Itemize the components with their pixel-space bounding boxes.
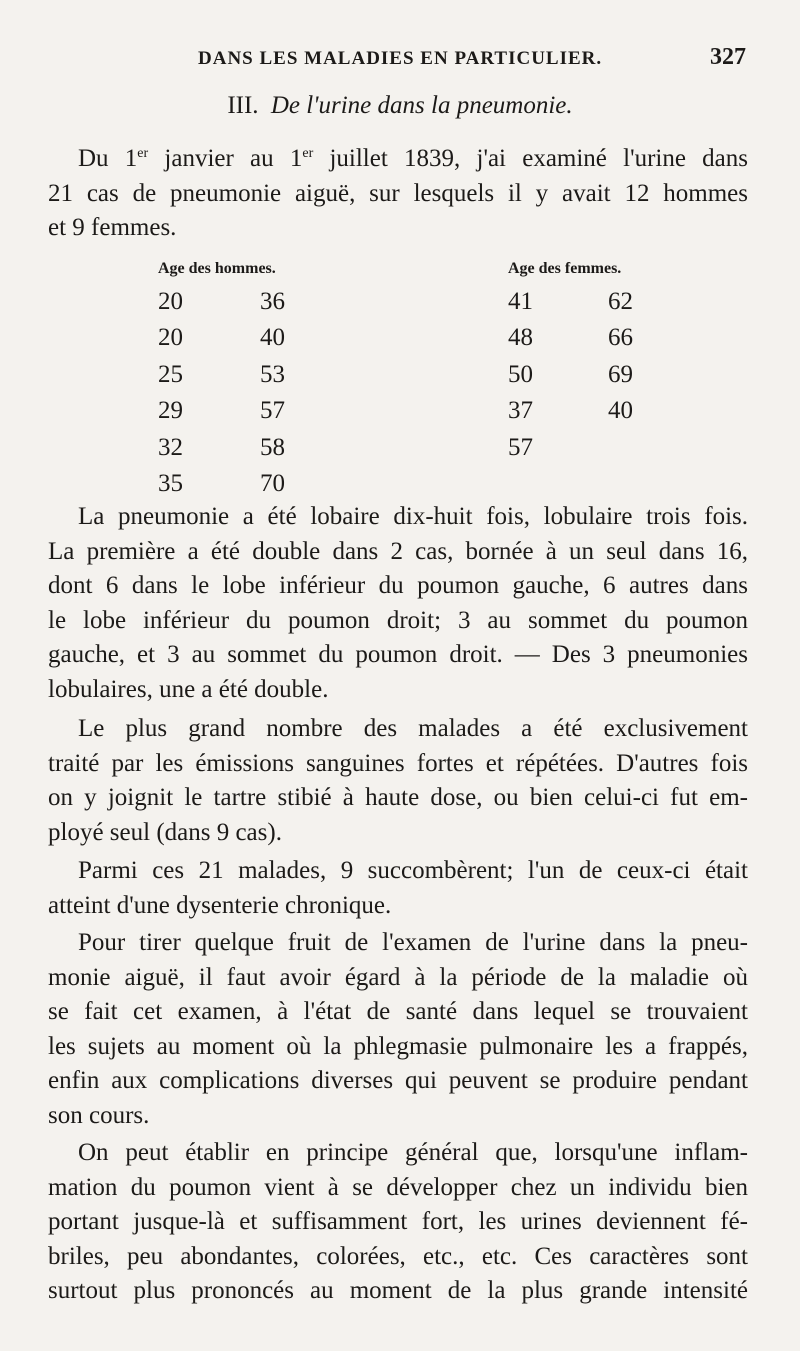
text-line: lobulaires, une a été double.: [48, 675, 329, 703]
running-head: [48, 42, 752, 78]
text-line: mation du poumon vient à se développer chez un individu bien: [48, 1173, 748, 1201]
text-line: Pour tirer quelque fruit de l'examen de l'urine dans la pneu-: [78, 929, 748, 956]
text-line: on y joignit le tartre stibié à haute dose, ou bien celui-ci fut em-: [48, 784, 748, 812]
text-line: portant jusque-là et suffisamment fort, les urines deviennent fé-: [48, 1208, 748, 1236]
running-title: DANS LES MALADIES EN PARTICULIER.: [198, 48, 603, 69]
text-line: ployé seul (dans 9 cas).: [48, 818, 282, 846]
text-line: enfin aux complications diverses qui peuvent se produire pendant: [48, 1067, 748, 1095]
text-line: La première a été double dans 2 cas, bornée à un seul dans 16,: [48, 537, 748, 565]
age-value: 53: [260, 360, 285, 388]
text-line: dont 6 dans le lobe inférieur du poumon gauche, 6 autres dans: [48, 572, 748, 600]
paragraph-lobar: [48, 500, 748, 708]
text-line: traité par les émissions sanguines fortes et répétées. D'autres fois: [48, 749, 748, 777]
women-age-header: Age des femmes.: [508, 260, 622, 277]
men-ages-column-2: [260, 284, 285, 502]
ages-table: [0, 256, 800, 496]
age-value: 40: [608, 397, 633, 425]
paragraph-outcomes: [48, 854, 748, 923]
text-line: Parmi ces 21 malades, 9 succombèrent; l'un de ceux-ci était: [78, 857, 748, 884]
text-line: monie aiguë, il faut avoir égard à la période de la maladie où: [48, 963, 748, 991]
text-line: 21 cas de pneumonie aiguë, sur lesquels il y avait 12 hommes: [48, 179, 748, 207]
women-ages-column-2: [608, 284, 633, 430]
age-value: 50: [508, 360, 533, 388]
paragraph-principle: [48, 1136, 748, 1309]
age-value: 20: [158, 288, 183, 315]
section-number: III.: [227, 92, 259, 119]
text-line: les sujets au moment où la phlegmasie pulmonaire les a frappés,: [48, 1032, 748, 1060]
text-line: le lobe inférieur du poumon droit; 3 au sommet du poumon: [48, 606, 748, 634]
text-line: surtout plus prononcés au moment de la plus grande intensité: [48, 1277, 748, 1305]
text-line: Le plus grand nombre des malades a été exclusivement: [78, 715, 748, 742]
age-value: 70: [260, 469, 285, 497]
age-value: 35: [158, 469, 183, 497]
age-value: 41: [508, 288, 533, 315]
age-value: 57: [508, 433, 533, 461]
text-line: On peut établir en principe général que, lorsqu'une inflam-: [78, 1139, 748, 1166]
paragraph-treatment: [48, 712, 748, 850]
age-value: 66: [608, 324, 633, 352]
text-line: se fait cet examen, à l'état de santé dans lequel se trouvaient: [48, 998, 748, 1026]
men-age-header: Age des hommes.: [158, 260, 276, 277]
age-value: 20: [158, 324, 183, 352]
age-value: 25: [158, 360, 183, 388]
age-value: 32: [158, 433, 183, 461]
text-line: son cours.: [48, 1101, 150, 1129]
age-value: 58: [260, 433, 285, 461]
age-value: 57: [260, 397, 285, 425]
text-line: briles, peu abondantes, colorées, etc., etc. Ces caractères sont: [48, 1242, 748, 1270]
age-value: 40: [260, 324, 285, 352]
women-ages-column-1: [508, 284, 533, 466]
text-line: atteint d'une dysenterie chronique.: [48, 891, 392, 919]
age-value: 29: [158, 397, 183, 425]
page-number: 327: [710, 44, 746, 70]
men-ages-column-1: [158, 284, 183, 502]
text-line: La pneumonie a été lobaire dix-huit fois, lobulaire trois fois.: [78, 503, 748, 530]
age-value: 48: [508, 324, 533, 352]
age-value: 62: [608, 288, 633, 315]
section-heading: [0, 92, 800, 120]
age-value: 37: [508, 397, 533, 425]
age-value: 69: [608, 360, 633, 388]
paragraph-examination: [48, 926, 748, 1134]
text-line: Du 1er janvier au 1er juillet 1839, j'ai examiné l'urine dans: [78, 145, 748, 172]
intro-paragraph: [48, 142, 748, 246]
text-line: gauche, et 3 au sommet du poumon droit. — Des 3 pneumonies: [48, 641, 748, 669]
age-value: 36: [260, 288, 285, 315]
section-title: De l'urine dans la pneumonie.: [270, 92, 573, 119]
text-line: et 9 femmes.: [48, 214, 177, 242]
